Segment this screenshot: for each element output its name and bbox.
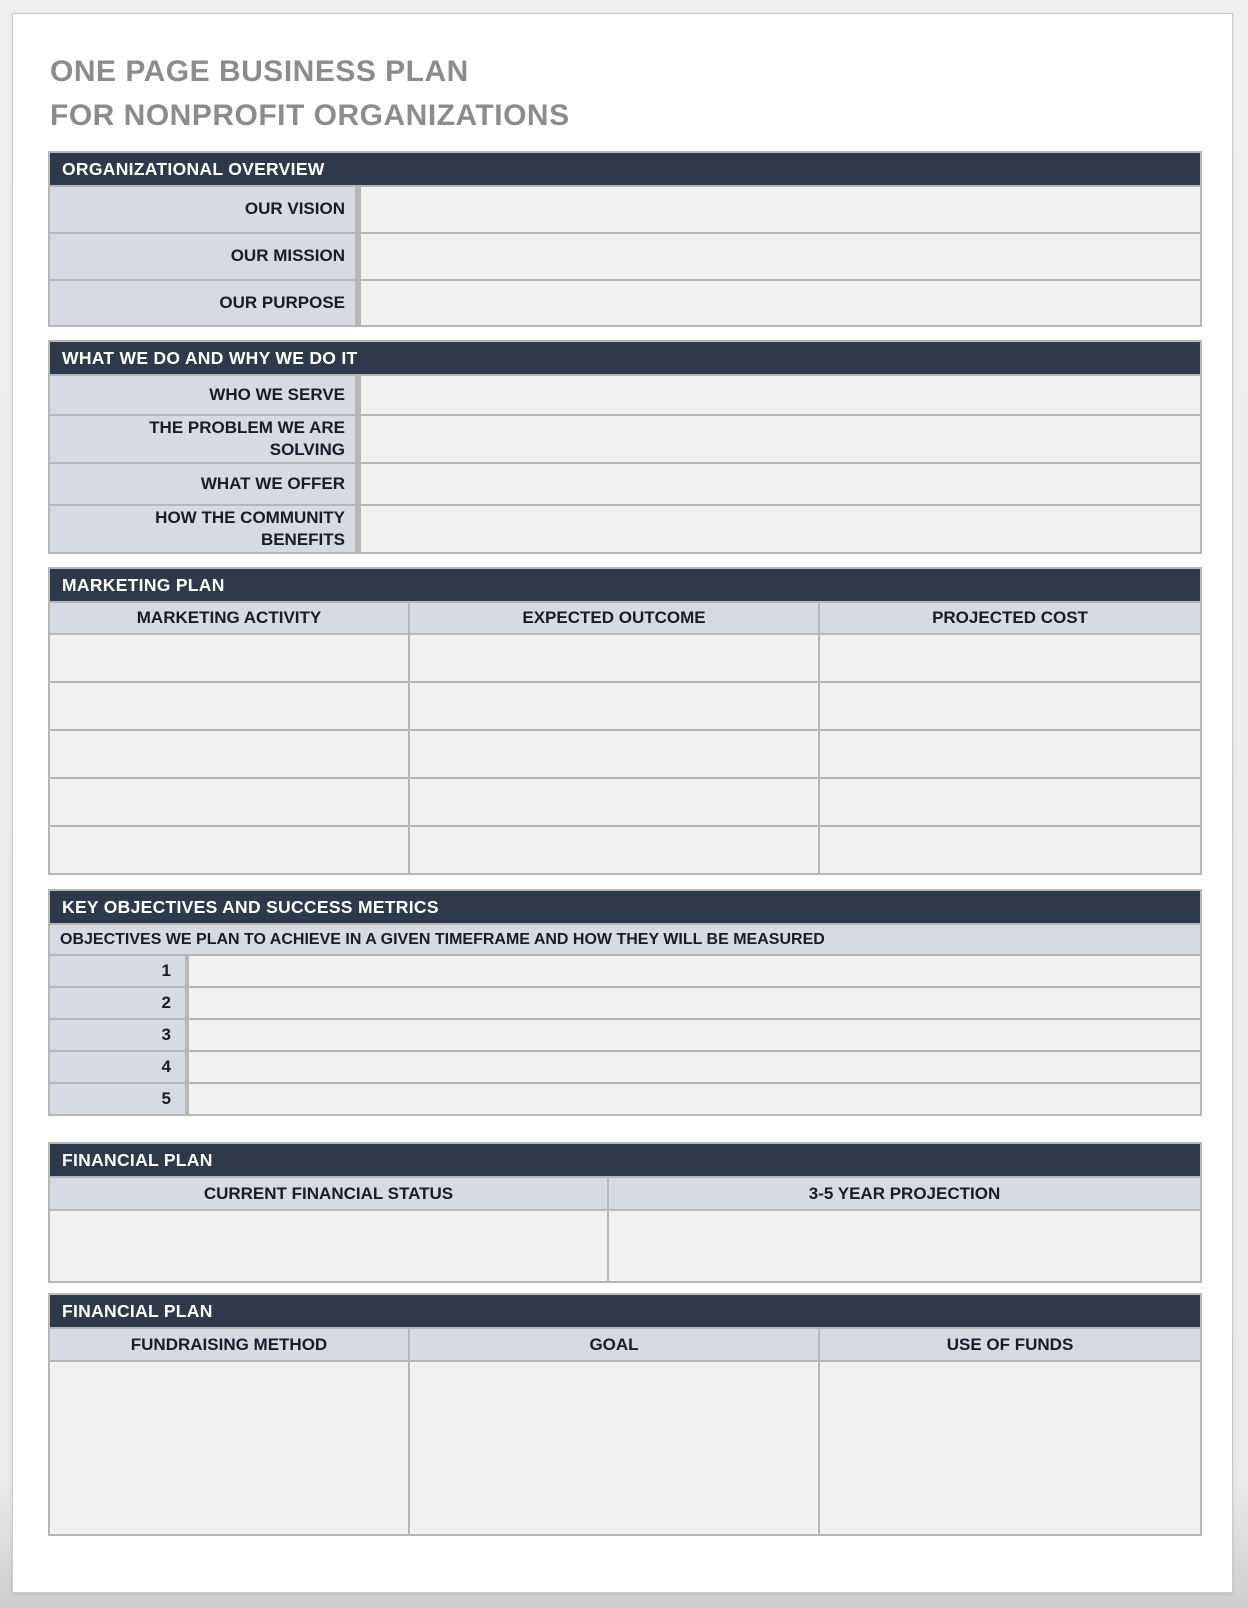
objective-input-2[interactable] <box>189 988 1200 1018</box>
label-what-we-offer: WHAT WE OFFER <box>50 464 355 504</box>
input-our-mission[interactable] <box>361 234 1200 279</box>
marketing-row2-activity-cell[interactable] <box>50 683 408 729</box>
section-marketing-plan <box>48 567 1202 875</box>
objectives-subheader: OBJECTIVES WE PLAN TO ACHIEVE IN A GIVEN TIMEFRAME AND HOW THEY WILL BE MEASURED <box>50 925 1200 954</box>
label-problem-we-are-solving: THE PROBLEM WE ARE SOLVING <box>50 416 355 462</box>
marketing-row2-cost-cell[interactable] <box>820 683 1200 729</box>
column-header-marketing-activity: MARKETING ACTIVITY <box>50 603 408 633</box>
section-header-financial-plan-1: FINANCIAL PLAN <box>50 1144 1200 1176</box>
document-title-line-1: ONE PAGE BUSINESS PLAN <box>50 55 469 88</box>
document-title <box>50 50 1202 137</box>
goal-input-cell[interactable] <box>410 1362 818 1534</box>
column-header-expected-outcome: EXPECTED OUTCOME <box>410 603 818 633</box>
document-title-line-2: FOR NONPROFIT ORGANIZATIONS <box>50 98 570 132</box>
marketing-row5-outcome-cell[interactable] <box>410 827 818 873</box>
column-header-projected-cost: PROJECTED COST <box>820 603 1200 633</box>
objective-number-3: 3 <box>50 1020 185 1050</box>
input-our-purpose[interactable] <box>361 281 1200 325</box>
section-financial-plan-fundraising <box>48 1293 1202 1536</box>
document-page <box>12 13 1233 1593</box>
label-our-mission: OUR MISSION <box>50 234 355 279</box>
section-financial-plan-status <box>48 1142 1202 1283</box>
fundraising-method-input-cell[interactable] <box>50 1362 408 1534</box>
objective-input-4[interactable] <box>189 1052 1200 1082</box>
objective-number-1: 1 <box>50 956 185 986</box>
marketing-row1-activity-cell[interactable] <box>50 635 408 681</box>
financial-projection-input-cell[interactable] <box>609 1211 1200 1281</box>
marketing-row1-outcome-cell[interactable] <box>410 635 818 681</box>
marketing-row5-activity-cell[interactable] <box>50 827 408 873</box>
marketing-row3-outcome-cell[interactable] <box>410 731 818 777</box>
column-header-current-financial-status: CURRENT FINANCIAL STATUS <box>50 1178 607 1209</box>
section-organizational-overview <box>48 151 1202 327</box>
label-who-we-serve: WHO WE SERVE <box>50 376 355 414</box>
marketing-row4-outcome-cell[interactable] <box>410 779 818 825</box>
label-how-community-benefits: HOW THE COMMUNITY BENEFITS <box>50 506 355 552</box>
section-key-objectives <box>48 889 1202 1116</box>
input-how-community-benefits[interactable] <box>361 506 1200 552</box>
objective-input-1[interactable] <box>189 956 1200 986</box>
marketing-row5-cost-cell[interactable] <box>820 827 1200 873</box>
label-our-vision: OUR VISION <box>50 187 355 232</box>
label-our-purpose: OUR PURPOSE <box>50 281 355 325</box>
marketing-row1-cost-cell[interactable] <box>820 635 1200 681</box>
column-header-fundraising-method: FUNDRAISING METHOD <box>50 1329 408 1360</box>
marketing-row3-cost-cell[interactable] <box>820 731 1200 777</box>
use-of-funds-input-cell[interactable] <box>820 1362 1200 1534</box>
section-what-we-do <box>48 340 1202 554</box>
objective-input-3[interactable] <box>189 1020 1200 1050</box>
marketing-row3-activity-cell[interactable] <box>50 731 408 777</box>
objective-number-4: 4 <box>50 1052 185 1082</box>
marketing-row4-cost-cell[interactable] <box>820 779 1200 825</box>
financial-status-input-cell[interactable] <box>50 1211 607 1281</box>
column-header-goal: GOAL <box>410 1329 818 1360</box>
marketing-row2-outcome-cell[interactable] <box>410 683 818 729</box>
section-header-organizational-overview: ORGANIZATIONAL OVERVIEW <box>50 153 1200 185</box>
input-what-we-offer[interactable] <box>361 464 1200 504</box>
objective-number-5: 5 <box>50 1084 185 1114</box>
section-header-financial-plan-2: FINANCIAL PLAN <box>50 1295 1200 1327</box>
section-header-key-objectives: KEY OBJECTIVES AND SUCCESS METRICS <box>50 891 1200 923</box>
input-our-vision[interactable] <box>361 187 1200 232</box>
input-problem-we-are-solving[interactable] <box>361 416 1200 462</box>
input-who-we-serve[interactable] <box>361 376 1200 414</box>
objective-input-5[interactable] <box>189 1084 1200 1114</box>
column-header-use-of-funds: USE OF FUNDS <box>820 1329 1200 1360</box>
marketing-row4-activity-cell[interactable] <box>50 779 408 825</box>
column-header-3-5-year-projection: 3-5 YEAR PROJECTION <box>609 1178 1200 1209</box>
section-header-what-we-do: WHAT WE DO AND WHY WE DO IT <box>50 342 1200 374</box>
objective-number-2: 2 <box>50 988 185 1018</box>
section-header-marketing-plan: MARKETING PLAN <box>50 569 1200 601</box>
